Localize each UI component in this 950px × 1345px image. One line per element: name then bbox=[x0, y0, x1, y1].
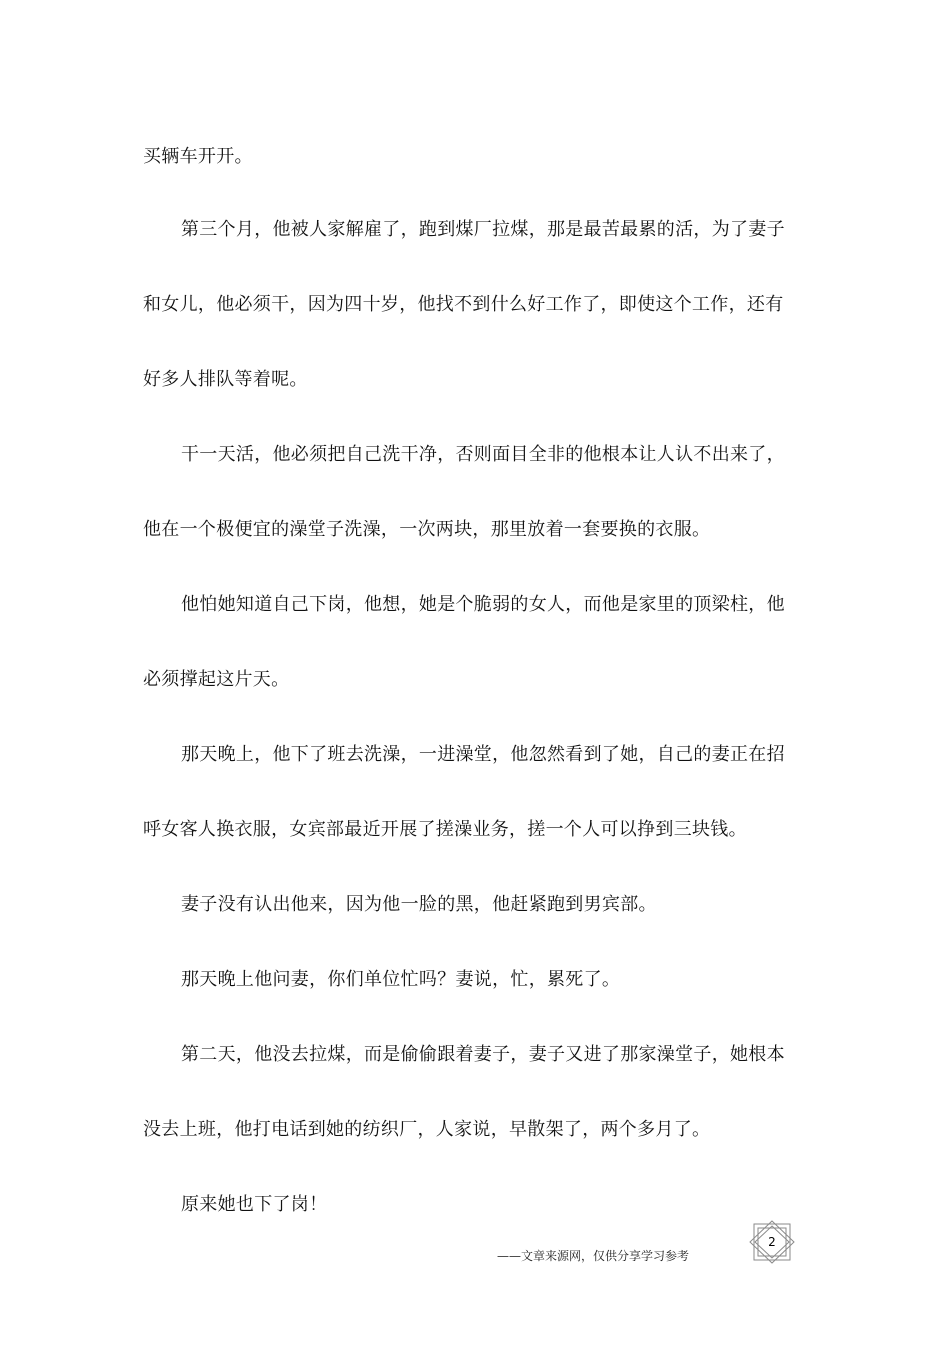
paragraph-line: 妻子没有认出他来，因为他一脸的黑，他赶紧跑到男宾部。 bbox=[181, 894, 657, 915]
footer-source-note: ——文章来源网，仅供分享学习参考 bbox=[497, 1249, 690, 1263]
paragraph-line: 和女儿，他必须干，因为四十岁，他找不到什么好工作了，即使这个工作，还有 bbox=[143, 294, 784, 315]
paragraph-line: 他在一个极便宜的澡堂子洗澡，一次两块，那里放着一套要换的衣服。 bbox=[143, 519, 711, 540]
paragraph-line: 买辆车开开。 bbox=[143, 146, 253, 167]
paragraph-line: 干一天活，他必须把自己洗干净，否则面目全非的他根本让人认不出来了， bbox=[181, 444, 785, 465]
paragraph-line: 没去上班，他打电话到她的纺织厂，人家说，早散架了，两个多月了。 bbox=[143, 1119, 711, 1140]
paragraph-line: 第二天，他没去拉煤，而是偷偷跟着妻子，妻子又进了那家澡堂子，她根本 bbox=[181, 1044, 785, 1065]
page-number-badge bbox=[748, 1220, 796, 1264]
page-number: 2 bbox=[768, 1235, 776, 1249]
paragraph-line: 那天晚上他问妻，你们单位忙吗？妻说，忙，累死了。 bbox=[181, 969, 621, 990]
paragraph-line: 原来她也下了岗！ bbox=[181, 1194, 328, 1215]
paragraph-line: 那天晚上，他下了班去洗澡，一进澡堂，他忽然看到了她，自己的妻正在招 bbox=[181, 744, 785, 765]
paragraph-line: 必须撑起这片天。 bbox=[143, 669, 290, 690]
paragraph-line: 他怕她知道自己下岗，他想，她是个脆弱的女人，而他是家里的顶梁柱，他 bbox=[181, 594, 785, 615]
paragraph-line: 好多人排队等着呢。 bbox=[143, 369, 308, 390]
paragraph-line: 呼女客人换衣服，女宾部最近开展了搓澡业务，搓一个人可以挣到三块钱。 bbox=[143, 819, 747, 840]
paragraph-line: 第三个月，他被人家解雇了，跑到煤厂拉煤，那是最苦最累的活，为了妻子 bbox=[181, 219, 785, 240]
